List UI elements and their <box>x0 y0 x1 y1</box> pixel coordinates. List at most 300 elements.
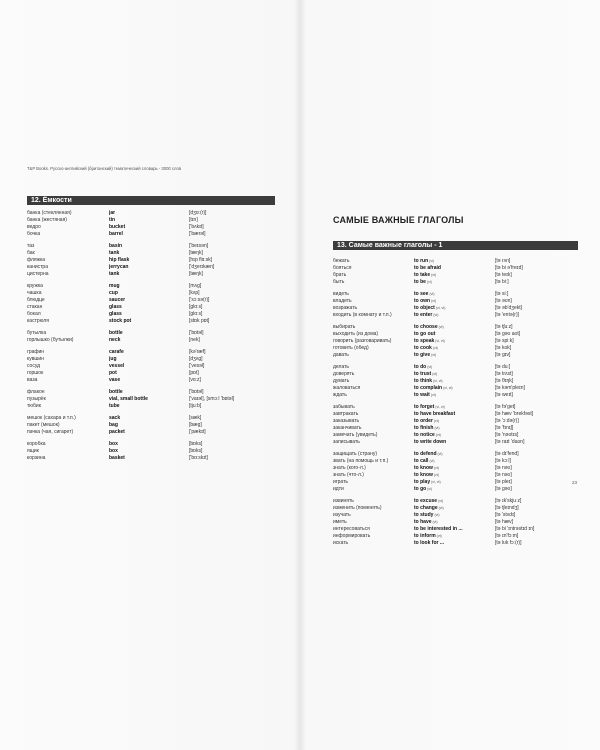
english-word-text: packet <box>109 429 125 435</box>
english-word <box>109 311 189 318</box>
transcription: [glɑːs] <box>189 304 203 310</box>
russian-word: бояться <box>333 265 352 271</box>
russian-word: жаловаться <box>333 385 361 391</box>
english-word-text: to defend <box>414 451 437 457</box>
transcription: [tæŋk] <box>189 271 203 277</box>
english-word-text: to call <box>414 458 429 464</box>
list-item <box>27 448 275 455</box>
english-word-text: to have breakfast <box>414 411 456 417</box>
russian-word: ваза <box>27 377 38 383</box>
english-word-text: vial, small bottle <box>109 396 148 402</box>
transcription: ['dʒerɪkæn] <box>189 264 215 270</box>
list-item <box>333 331 578 338</box>
english-word <box>109 217 189 224</box>
transcription: ['pækɪt] <box>189 429 206 435</box>
russian-word: замечать (увидеть) <box>333 432 378 438</box>
russian-word: бутылка <box>27 330 47 336</box>
chapter-title: САМЫЕ ВАЖНЫЕ ГЛАГОЛЫ <box>333 215 464 225</box>
english-word-text: to take <box>414 272 431 278</box>
russian-word: изучать <box>333 512 351 518</box>
list-item <box>333 498 578 505</box>
part-of-speech: (vt) <box>436 534 442 538</box>
english-word <box>109 231 189 238</box>
russian-word: забывать <box>333 404 355 410</box>
list-item <box>27 271 275 278</box>
english-word-text: bottle <box>109 389 123 395</box>
transcription: [tə tʃeɪndʒ] <box>495 505 519 511</box>
russian-word: тюбик <box>27 403 41 409</box>
english-word <box>109 318 189 325</box>
transcription: [tə hæv] <box>495 519 514 525</box>
english-word <box>414 345 495 352</box>
list-item <box>27 264 275 271</box>
english-word-text: tube <box>109 403 120 409</box>
russian-word: мешок (сахара и т.п.) <box>27 415 76 421</box>
english-word <box>414 533 495 540</box>
russian-word: ждать <box>333 392 347 398</box>
part-of-speech: (vt) <box>432 346 438 350</box>
vocabulary-list <box>333 258 578 547</box>
russian-word: ведро <box>27 224 41 230</box>
list-item <box>333 352 578 359</box>
transcription: [bɒks] <box>189 448 203 454</box>
russian-word: искать <box>333 540 349 546</box>
english-word-text: to run <box>414 258 429 264</box>
russian-word: таз <box>27 243 35 249</box>
russian-word: играть <box>333 479 348 485</box>
english-word-text: to change <box>414 505 438 511</box>
list-item <box>27 349 275 356</box>
english-word <box>109 264 189 271</box>
english-word <box>414 279 495 286</box>
transcription: [tə raɪt 'daʊn] <box>495 439 525 445</box>
list-item <box>27 217 275 224</box>
transcription: [dʒʌg] <box>189 356 203 362</box>
transcription: [tə kʊk] <box>495 345 512 351</box>
russian-word: кружка <box>27 283 43 289</box>
english-word-text: to go <box>414 486 427 492</box>
transcription: [tə kɔːl] <box>495 458 511 464</box>
english-word <box>109 396 189 403</box>
transcription: [tə rʌn] <box>495 258 511 264</box>
english-word <box>109 243 189 250</box>
transcription: [tə fə'get] <box>495 404 516 410</box>
english-word <box>414 265 495 272</box>
part-of-speech: (vt) <box>433 313 439 317</box>
part-of-speech: (vt) <box>431 299 437 303</box>
transcription: [stɒk pɒt] <box>189 318 210 324</box>
list-item <box>333 526 578 533</box>
russian-word: информировать <box>333 533 371 539</box>
english-word <box>414 479 495 486</box>
english-word <box>414 352 495 359</box>
list-item <box>333 291 578 298</box>
transcription: [vɑːz] <box>189 377 201 383</box>
english-word <box>109 415 189 422</box>
russian-word: бак <box>27 250 35 256</box>
transcription: [tə dɪ'fend] <box>495 451 519 457</box>
transcription: [tə siː] <box>495 291 509 297</box>
english-word-text: to give <box>414 352 431 358</box>
transcription: [kə'ræf] <box>189 349 206 355</box>
english-word-text: to inform <box>414 533 436 539</box>
list-item <box>333 279 578 286</box>
russian-word: извинять <box>333 498 354 504</box>
english-word-text: bottle <box>109 330 123 336</box>
part-of-speech: (vt) <box>437 452 443 456</box>
list-item <box>27 290 275 297</box>
list-item <box>333 479 578 486</box>
part-of-speech: (vt) <box>438 499 444 503</box>
russian-word: знать (что-л.) <box>333 472 364 478</box>
list-item <box>27 455 275 462</box>
transcription: [tə gəʊ] <box>495 486 512 492</box>
english-word <box>109 271 189 278</box>
list-item <box>27 337 275 344</box>
list-item <box>27 210 275 217</box>
english-word <box>109 377 189 384</box>
transcription: [tə ɪk'skjuːz] <box>495 498 522 504</box>
list-item <box>333 385 578 392</box>
english-word-text: to enter <box>414 312 433 318</box>
english-word <box>414 305 495 312</box>
part-of-speech: (vt) <box>435 433 441 437</box>
list-item <box>27 403 275 410</box>
english-word <box>414 272 495 279</box>
russian-word: владеть <box>333 298 352 304</box>
russian-word: коробка <box>27 441 46 447</box>
russian-word: блюдце <box>27 297 45 303</box>
english-word-text: saucer <box>109 297 126 303</box>
english-word-text: to go out <box>414 331 436 337</box>
english-word-text: to choose <box>414 324 438 330</box>
english-word <box>414 451 495 458</box>
list-item <box>27 257 275 264</box>
list-item <box>27 250 275 257</box>
transcription: [tə nəʊ] <box>495 465 512 471</box>
english-word-text: tin <box>109 217 116 223</box>
list-item <box>27 441 275 448</box>
english-word <box>414 411 495 418</box>
part-of-speech: (vi, vt) <box>435 405 445 409</box>
english-word-text: box <box>109 448 118 454</box>
list-item <box>27 283 275 290</box>
russian-word: стакан <box>27 304 43 310</box>
russian-word: бежать <box>333 258 350 264</box>
list-item <box>27 363 275 370</box>
english-word <box>414 519 495 526</box>
list-item <box>333 512 578 519</box>
transcription: ['bærəl] <box>189 231 206 237</box>
russian-word: идти <box>333 486 344 492</box>
transcription: [tə hæv 'brekfəst] <box>495 411 534 417</box>
english-word <box>109 363 189 370</box>
english-word-text: box <box>109 441 118 447</box>
part-of-speech: (vi, vt) <box>435 306 446 310</box>
russian-word: звать (на помощь и т.п.) <box>333 458 389 464</box>
transcription: [bæg] <box>189 422 202 428</box>
list-item <box>27 330 275 337</box>
transcription: [tə weɪt] <box>495 392 513 398</box>
transcription: [tə 'entə(r)] <box>495 312 520 318</box>
english-word-text: to forget <box>414 404 435 410</box>
english-word-text: bag <box>109 422 118 428</box>
list-item <box>333 439 578 446</box>
russian-word: возражать <box>333 305 358 311</box>
english-word <box>414 432 495 439</box>
russian-word: кастрюля <box>27 318 49 324</box>
list-item <box>27 224 275 231</box>
list-item <box>27 389 275 396</box>
part-of-speech: (vt) <box>432 372 438 376</box>
russian-word: бочка <box>27 231 41 237</box>
section-heading: 13. Самые важные глаголы - 1 <box>333 241 578 250</box>
english-word <box>414 291 495 298</box>
english-word <box>109 356 189 363</box>
transcription: [sæk] <box>189 415 202 421</box>
list-item <box>333 312 578 319</box>
english-word-text: to object <box>414 305 435 311</box>
english-word <box>414 404 495 411</box>
english-word-text: cup <box>109 290 118 296</box>
list-item <box>333 418 578 425</box>
russian-word: банка (стеклянная) <box>27 210 72 216</box>
english-word <box>109 441 189 448</box>
transcription: [tə kəm'pleɪn] <box>495 385 525 391</box>
english-word-text: to cook <box>414 345 432 351</box>
transcription: ['bʌkɪt] <box>189 224 204 230</box>
russian-word: корзина <box>27 455 46 461</box>
list-item <box>333 505 578 512</box>
english-word <box>414 378 495 385</box>
russian-word: делать <box>333 364 350 370</box>
section-heading: 12. Ёмкости <box>27 196 275 205</box>
russian-word: изменить (поменять) <box>333 505 382 511</box>
russian-word: знать (кого-л.) <box>333 465 366 471</box>
list-item <box>333 533 578 540</box>
russian-word: говорить (разговаривать) <box>333 338 392 344</box>
transcription: [tə 'ɔːdə(r)] <box>495 418 519 424</box>
english-word-text: sack <box>109 415 121 421</box>
english-word-text: pot <box>109 370 117 376</box>
english-word-text: hip flask <box>109 257 130 263</box>
russian-word: иметь <box>333 519 347 525</box>
english-word-text: to speak <box>414 338 435 344</box>
english-word <box>414 331 495 338</box>
part-of-speech: (vt) <box>433 473 439 477</box>
english-word-text: to do <box>414 364 427 370</box>
english-word-text: jar <box>109 210 116 216</box>
transcription: [tə bi ə'freɪd] <box>495 265 523 271</box>
english-word <box>109 304 189 311</box>
transcription: ['vesəl] <box>189 363 205 369</box>
russian-word: готовить (обед) <box>333 345 369 351</box>
list-item <box>333 404 578 411</box>
transcription: [tə tʃuːz] <box>495 324 513 330</box>
part-of-speech: (vt) <box>431 353 437 357</box>
list-item <box>27 318 275 325</box>
russian-word: пакет (мешок) <box>27 422 60 428</box>
english-word-text: stock pot <box>109 318 132 324</box>
transcription: ['bɒtəl] <box>189 330 204 336</box>
english-word-text: to own <box>414 298 431 304</box>
english-word <box>109 422 189 429</box>
english-word-text: to finish <box>414 425 434 431</box>
english-word-text: barrel <box>109 231 123 237</box>
russian-word: горшок <box>27 370 44 376</box>
russian-word: выходить (из дома) <box>333 331 379 337</box>
part-of-speech: (vt) <box>433 419 439 423</box>
transcription: [tə spiːk] <box>495 338 514 344</box>
english-word <box>414 258 495 265</box>
english-word <box>414 418 495 425</box>
part-of-speech: (vi) <box>427 487 433 491</box>
english-word <box>414 312 495 319</box>
transcription: ['bɑːskɪt] <box>189 455 208 461</box>
russian-word: ящик <box>27 448 39 454</box>
english-word <box>109 337 189 344</box>
english-word <box>414 486 495 493</box>
transcription: [tə 'fɪnɪʃ] <box>495 425 514 431</box>
english-word-text: glass <box>109 304 122 310</box>
russian-word: банка (жестяная) <box>27 217 67 223</box>
english-word <box>109 349 189 356</box>
list-item <box>27 297 275 304</box>
russian-word: быть <box>333 279 345 285</box>
english-word <box>414 298 495 305</box>
english-word <box>414 425 495 432</box>
transcription: ['vaɪəl], [smɔːl 'bɒtəl] <box>189 396 235 402</box>
english-word <box>414 498 495 505</box>
list-item <box>333 425 578 432</box>
english-word-text: to know <box>414 472 433 478</box>
english-word-text: vase <box>109 377 121 383</box>
english-word <box>414 364 495 371</box>
running-head: T&P Books. Русско-английский (британский) тематический словарь - 3000 слов <box>27 166 182 171</box>
part-of-speech: (vi, vt) <box>431 480 441 484</box>
english-word-text: to excuse <box>414 498 438 504</box>
page-number: 23 <box>572 480 578 485</box>
english-word-text: to write down <box>414 439 447 445</box>
english-word <box>414 458 495 465</box>
part-of-speech: (vt) <box>434 426 440 430</box>
english-word <box>414 526 495 533</box>
list-item <box>27 231 275 238</box>
list-item <box>333 305 578 312</box>
russian-word: кувшин <box>27 356 44 362</box>
english-word-text: jug <box>109 356 117 362</box>
transcription: [tæŋk] <box>189 250 203 256</box>
english-word <box>414 512 495 519</box>
transcription: [bɒks] <box>189 441 203 447</box>
english-word <box>414 439 495 446</box>
list-item <box>333 465 578 472</box>
russian-word: графин <box>27 349 45 355</box>
russian-word: горлышко (бутылки) <box>27 337 74 343</box>
transcription: [tə bi 'ɪntrəstɪd ɪn] <box>495 526 535 532</box>
russian-word: думать <box>333 378 350 384</box>
english-word-text: to be <box>414 279 426 285</box>
english-word-text: tank <box>109 250 120 256</box>
english-word-text: to have <box>414 519 432 525</box>
transcription: [tə lʊk fɔː(r)] <box>495 540 522 546</box>
transcription: ['sɔːsə(r)] <box>189 297 210 303</box>
transcription: [tə teɪk] <box>495 272 512 278</box>
part-of-speech: (vi) <box>429 259 435 263</box>
english-word-text: to be afraid <box>414 265 441 271</box>
english-word-text: to notice <box>414 432 435 438</box>
english-word <box>109 429 189 436</box>
transcription: [tə trʌst] <box>495 371 513 377</box>
transcription: [tə pleɪ] <box>495 479 512 485</box>
part-of-speech: (vt) <box>438 506 444 510</box>
english-word-text: basin <box>109 243 123 249</box>
english-word-text: to wait <box>414 392 430 398</box>
english-word <box>109 403 189 410</box>
english-word-text: basket <box>109 455 125 461</box>
english-word-text: to know <box>414 465 433 471</box>
english-word <box>414 392 495 399</box>
russian-word: цистерна <box>27 271 49 277</box>
russian-word: интересоваться <box>333 526 370 532</box>
list-item <box>333 338 578 345</box>
transcription: [tə əʊn] <box>495 298 512 304</box>
list-item <box>333 258 578 265</box>
english-word <box>109 257 189 264</box>
english-word-text: to look for ... <box>414 540 444 546</box>
list-item <box>333 451 578 458</box>
russian-word: выбирать <box>333 324 356 330</box>
list-item <box>333 324 578 331</box>
transcription: [hɪp flɑːsk] <box>189 257 213 263</box>
part-of-speech: (vt) <box>438 325 444 329</box>
list-item <box>333 265 578 272</box>
transcription: [tə duː] <box>495 364 511 370</box>
english-word <box>109 250 189 257</box>
english-word <box>414 338 495 345</box>
list-item <box>333 298 578 305</box>
russian-word: видеть <box>333 291 349 297</box>
right-page <box>300 0 600 750</box>
transcription: [glɑːs] <box>189 311 203 317</box>
english-word-text: bucket <box>109 224 126 230</box>
transcription: [tə 'stʌdɪ] <box>495 512 516 518</box>
english-word <box>109 330 189 337</box>
english-word-text: mug <box>109 283 120 289</box>
part-of-speech: (vt) <box>430 393 436 397</box>
english-word-text: to order <box>414 418 433 424</box>
english-word <box>109 210 189 217</box>
list-item <box>333 411 578 418</box>
list-item <box>333 272 578 279</box>
english-word <box>109 297 189 304</box>
transcription: [tə gɪv] <box>495 352 511 358</box>
list-item <box>333 458 578 465</box>
russian-word: пузырёк <box>27 396 46 402</box>
english-word <box>109 283 189 290</box>
english-word <box>414 465 495 472</box>
english-word-text: tank <box>109 271 120 277</box>
part-of-speech: (vt) <box>427 365 433 369</box>
part-of-speech: (vt) <box>434 513 440 517</box>
english-word <box>109 389 189 396</box>
list-item <box>27 429 275 436</box>
russian-word: защищать (страну) <box>333 451 377 457</box>
russian-word: пачка (чая, сигарет) <box>27 429 74 435</box>
english-word <box>414 371 495 378</box>
transcription: ['beɪsən] <box>189 243 209 249</box>
part-of-speech: (vi, vt) <box>443 386 453 390</box>
